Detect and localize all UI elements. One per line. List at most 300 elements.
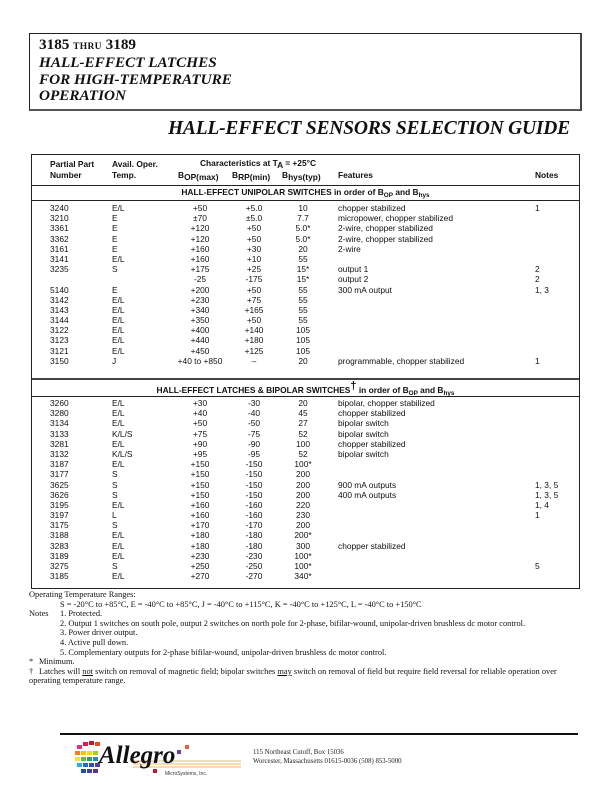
- cell-notes: 2: [535, 274, 540, 285]
- cell-features: 900 mA outputs: [338, 479, 397, 490]
- asterisk-text: Minimum.: [39, 657, 75, 667]
- cell-brp: -270: [245, 571, 263, 582]
- cell-notes: 1: [535, 510, 540, 521]
- header-part-2: Number: [50, 170, 82, 180]
- sec2-mid: and B: [417, 385, 444, 395]
- cell-features: chopper stabilized: [338, 203, 406, 213]
- cell-hys: 5.0*: [295, 223, 311, 234]
- table-row: [32, 315, 579, 325]
- cell-part: 5140: [50, 284, 69, 295]
- table-row: [32, 571, 579, 581]
- cell-part: 3143: [50, 304, 69, 315]
- cell-brp: -90: [247, 438, 261, 449]
- cell-bop: +150: [190, 479, 210, 490]
- table-row: [32, 541, 579, 551]
- header-part-1: Partial Part: [50, 159, 95, 169]
- cell-brp: +5.0: [245, 203, 263, 213]
- cell-bop: +340: [190, 304, 210, 315]
- dagger-c: switch on removal of field but require field reversal for reliable operation over operating temperature range.: [29, 666, 557, 686]
- part-to: 3189: [105, 36, 136, 53]
- cell-part: 3141: [50, 253, 69, 264]
- cell-brp: +165: [244, 304, 264, 315]
- cell-bop: +200: [190, 284, 210, 295]
- header-bop: [178, 170, 219, 180]
- cell-brp: -160: [245, 510, 263, 521]
- cell-hys: 200: [296, 469, 310, 480]
- cell-brp: -180: [245, 530, 263, 541]
- cell-brp: +30: [246, 243, 262, 254]
- cell-bop: +175: [190, 264, 210, 275]
- cell-temp: S: [112, 264, 118, 275]
- cell-hys: 55: [298, 315, 308, 326]
- cell-temp: E/L: [112, 418, 125, 429]
- bop-b: B: [178, 170, 185, 180]
- selection-table: [31, 154, 580, 589]
- cell-hys: 20: [298, 243, 308, 254]
- cell-bop: ±70: [193, 213, 207, 224]
- cell-part: 3161: [50, 243, 69, 254]
- cell-brp: -40: [247, 408, 261, 419]
- table-row: [32, 325, 579, 335]
- cell-hys: 100: [296, 438, 310, 449]
- cell-part: 3197: [50, 510, 69, 521]
- cell-part: 3142: [50, 294, 69, 305]
- table-row: [32, 234, 579, 244]
- bhys-b: B: [282, 170, 289, 180]
- thru-label: THRU: [73, 42, 102, 52]
- cell-part: 3361: [50, 223, 69, 234]
- cell-bop: +400: [190, 325, 210, 336]
- cell-hys: 105: [296, 345, 310, 356]
- cell-brp: +25: [246, 264, 262, 275]
- cell-features: chopper stabilized: [338, 540, 406, 551]
- cell-brp: -30: [247, 398, 261, 408]
- cell-temp: E/L: [112, 438, 125, 449]
- cell-hys: 220: [296, 499, 310, 510]
- header-temp-2: Temp.: [112, 170, 137, 180]
- table-row: [32, 305, 579, 315]
- cell-temp: L: [112, 510, 117, 521]
- cell-hys: 55: [298, 284, 308, 295]
- cell-part: 3275: [50, 561, 69, 571]
- cell-bop: +150: [190, 489, 210, 500]
- cell-bop: +160: [190, 499, 210, 510]
- cell-notes: 1: [535, 203, 540, 213]
- cell-brp: -250: [245, 561, 263, 571]
- note-5: 5. Complementary outputs for 2-phase bifilar-wound, unipolar-driven brushless dc motor control.: [60, 647, 387, 657]
- dagger-not: not: [82, 666, 93, 676]
- cell-features: programmable, chopper stabilized: [338, 355, 465, 366]
- cell-bop: -25: [193, 274, 207, 285]
- table-row: [32, 480, 579, 490]
- cell-brp: -95: [247, 448, 261, 459]
- bop-sub: OP(max): [184, 172, 219, 182]
- dagger-note: [29, 667, 589, 686]
- table-row: [32, 439, 579, 449]
- address-line-2: Worcester, Massachusetts 01615-0036 (508) 853-5000: [253, 758, 402, 765]
- table-row: [32, 356, 579, 366]
- cell-brp: -175: [245, 274, 263, 285]
- cell-temp: E/L: [112, 571, 125, 582]
- cell-bop: +40 to +850: [177, 355, 223, 366]
- cell-temp: E: [112, 223, 118, 234]
- cell-hys: 200: [296, 479, 310, 490]
- sec1-sub1: OP: [383, 192, 393, 199]
- cell-temp: E/L: [112, 345, 125, 356]
- sec1-title: HALL-EFFECT UNIPOLAR SWITCHES in order of B: [181, 187, 384, 197]
- cell-brp: +140: [244, 325, 264, 336]
- cell-features: output 2: [338, 274, 369, 285]
- latch-rows: [32, 398, 579, 581]
- title-box: [29, 33, 582, 111]
- table-row: [32, 398, 579, 408]
- sec2-tail: in order of B: [356, 385, 409, 395]
- cell-brp: +10: [246, 253, 262, 264]
- cell-part: 3240: [50, 203, 69, 213]
- cell-hys: 105: [296, 335, 310, 346]
- cell-part: 3235: [50, 264, 69, 275]
- cell-notes: 5: [535, 561, 540, 571]
- brp-b: B: [232, 170, 239, 180]
- table-row: [32, 429, 579, 439]
- cell-part: 3362: [50, 233, 69, 244]
- cell-bop: +450: [190, 345, 210, 356]
- cell-features: 2-wire, chopper stabilized: [338, 223, 433, 234]
- cell-features: output 1: [338, 264, 369, 275]
- cell-temp: K/L/S: [112, 448, 133, 459]
- cell-bop: +350: [190, 315, 210, 326]
- table-row: [32, 285, 579, 295]
- cell-features: chopper stabilized: [338, 408, 406, 419]
- cell-part: 3281: [50, 438, 69, 449]
- cell-hys: 100*: [294, 459, 312, 470]
- dagger-b: switch on removal of magnetic field; bipolar switches: [92, 666, 278, 676]
- cell-features: 2-wire, chopper stabilized: [338, 233, 433, 244]
- table-row: [32, 520, 579, 530]
- brp-sub: RP(min): [238, 172, 271, 182]
- cell-part: 3260: [50, 398, 69, 408]
- cell-part: 3187: [50, 459, 69, 470]
- cell-bop: +180: [190, 530, 210, 541]
- cell-hys: 200: [296, 520, 310, 531]
- cell-part: 3133: [50, 428, 69, 439]
- cell-hys: 45: [298, 408, 308, 419]
- address: [253, 748, 402, 766]
- note-1: 1. Protected.: [60, 609, 103, 619]
- header-temp-1: Avail. Oper.: [112, 159, 158, 169]
- cell-temp: E/L: [112, 304, 125, 315]
- cell-part: 3283: [50, 540, 69, 551]
- cell-part: 3177: [50, 469, 69, 480]
- header-brp: [232, 170, 270, 180]
- cell-hys: 340*: [294, 571, 312, 582]
- char-tail: = +25°C: [282, 158, 317, 168]
- cell-brp: -75: [247, 428, 261, 439]
- table-row: [32, 254, 579, 264]
- cell-bop: +120: [190, 223, 210, 234]
- cell-features: bipolar, chopper stabilized: [338, 398, 435, 408]
- cell-hys: 7.7: [297, 213, 309, 224]
- table-row: [32, 459, 579, 469]
- header-notes: Notes: [535, 170, 559, 180]
- cell-bop: +270: [190, 571, 210, 582]
- cell-part: 3175: [50, 520, 69, 531]
- cell-temp: E/L: [112, 203, 125, 213]
- cell-brp: -50: [247, 418, 261, 429]
- table-row: [32, 295, 579, 305]
- cell-part: 3121: [50, 345, 69, 356]
- cell-brp: +50: [246, 315, 262, 326]
- cell-hys: 105: [296, 325, 310, 336]
- sec1-mid: and B: [393, 187, 419, 197]
- cell-part: 3150: [50, 355, 69, 366]
- cell-brp: ±5.0: [245, 213, 263, 224]
- cell-bop: +50: [192, 203, 208, 213]
- table-row: [32, 500, 579, 510]
- cell-bop: +150: [190, 459, 210, 470]
- cell-temp: E: [112, 284, 118, 295]
- cell-temp: S: [112, 489, 118, 500]
- asterisk-mark: *: [29, 657, 34, 667]
- cell-temp: E/L: [112, 294, 125, 305]
- cell-features: micropower, chopper stabilized: [338, 213, 453, 224]
- table-row: [32, 418, 579, 428]
- cell-brp: +50: [246, 284, 262, 295]
- cell-temp: E/L: [112, 315, 125, 326]
- cell-part: 3195: [50, 499, 69, 510]
- cell-part: 3188: [50, 530, 69, 541]
- table-row: [32, 530, 579, 540]
- cell-part: 3123: [50, 335, 69, 346]
- cell-temp: S: [112, 479, 118, 490]
- section-latches-header: [32, 378, 579, 397]
- table-header: [32, 155, 579, 186]
- footnotes: [29, 590, 589, 686]
- cell-bop: +120: [190, 233, 210, 244]
- cell-bop: +170: [190, 520, 210, 531]
- note-4: 4. Active pull down.: [60, 637, 129, 647]
- table-row: [32, 223, 579, 233]
- cell-brp: -160: [245, 499, 263, 510]
- cell-brp: -180: [245, 540, 263, 551]
- cell-temp: E/L: [112, 408, 125, 419]
- cell-temp: S: [112, 561, 118, 571]
- sec2-sub2: hys: [443, 390, 455, 397]
- cell-hys: 15*: [296, 274, 310, 285]
- cell-hys: 200*: [294, 530, 312, 541]
- cell-bop: +75: [192, 428, 208, 439]
- cell-brp: -150: [245, 489, 263, 500]
- table-row: [32, 490, 579, 500]
- cell-hys: 27: [298, 418, 308, 429]
- table-row: [32, 264, 579, 274]
- cell-temp: E/L: [112, 530, 125, 541]
- sec1-sub2: hys: [418, 192, 430, 199]
- bhys-sub: hys(typ): [288, 172, 321, 182]
- cell-bop: +50: [192, 418, 208, 429]
- table-row: [32, 346, 579, 356]
- cell-brp: +75: [246, 294, 262, 305]
- char-sub: A: [277, 160, 283, 170]
- notes-label: Notes: [29, 609, 49, 619]
- cell-temp: E/L: [112, 253, 125, 264]
- sec2-title: HALL-EFFECT LATCHES & BIPOLAR SWITCHES: [156, 385, 351, 395]
- section-unipolar-header: [32, 185, 579, 201]
- cell-part: 3134: [50, 418, 69, 429]
- part-range: [39, 37, 571, 55]
- cell-brp: +125: [244, 345, 264, 356]
- cell-notes: 1, 3: [535, 284, 549, 295]
- table-row: [32, 408, 579, 418]
- asterisk-note: [29, 657, 589, 667]
- cell-hys: 52: [298, 428, 308, 439]
- cell-temp: E: [112, 213, 118, 224]
- cell-brp: -150: [245, 469, 263, 480]
- cell-hys: 55: [298, 304, 308, 315]
- cell-hys: 55: [298, 294, 308, 305]
- unipolar-rows: [32, 203, 579, 366]
- table-row: [32, 469, 579, 479]
- table-row: [32, 551, 579, 561]
- cell-temp: E/L: [112, 325, 125, 336]
- cell-hys: 55: [298, 253, 308, 264]
- cell-temp: E: [112, 243, 118, 254]
- cell-temp: J: [112, 355, 117, 366]
- part-from: 3185: [39, 36, 70, 53]
- cell-hys: 100*: [294, 550, 312, 561]
- cell-part: 3185: [50, 571, 69, 582]
- footer-rule: [60, 733, 578, 735]
- note-3: 3. Power driver output.: [60, 628, 138, 638]
- cell-temp: S: [112, 520, 118, 531]
- char-text: Characteristics at T: [200, 158, 278, 168]
- cell-brp: +50: [246, 223, 262, 234]
- cell-bop: +160: [190, 253, 210, 264]
- cell-part: 3626: [50, 489, 69, 500]
- cell-bop: +90: [192, 438, 208, 449]
- cell-bop: +180: [190, 540, 210, 551]
- cell-bop: +230: [190, 550, 210, 561]
- cell-features: bipolar switch: [338, 448, 389, 459]
- cell-part: 3122: [50, 325, 69, 336]
- cell-brp: -150: [245, 459, 263, 470]
- address-line-1: 115 Northeast Cutoff, Box 15036: [253, 749, 344, 756]
- cell-features: bipolar switch: [338, 428, 389, 439]
- logo-subtext: MicroSystems, Inc.: [165, 771, 208, 777]
- cell-hys: 300: [296, 540, 310, 551]
- cell-notes: 1, 4: [535, 499, 549, 510]
- cell-brp: -170: [245, 520, 263, 531]
- cell-temp: E/L: [112, 459, 125, 470]
- dagger-a: Latches will: [39, 666, 83, 676]
- logo-globe-icon: [73, 737, 243, 779]
- cell-hys: 5.0*: [295, 233, 311, 244]
- cell-brp: +50: [246, 233, 262, 244]
- temp-ranges-label: Operating Temperature Ranges:: [29, 590, 136, 599]
- sec2-sub1: OP: [408, 390, 418, 397]
- cell-features: 400 mA outputs: [338, 489, 397, 500]
- dagger-mark-note: †: [29, 666, 34, 676]
- cell-temp: E/L: [112, 550, 125, 561]
- cell-bop: +230: [190, 294, 210, 305]
- title-line-3: FOR HIGH-TEMPERATURE: [39, 70, 232, 88]
- cell-part: 3132: [50, 448, 69, 459]
- cell-part: 3210: [50, 213, 69, 224]
- logo-text: Allegro: [99, 742, 176, 769]
- cell-bop: +250: [190, 561, 210, 571]
- cell-bop: +30: [192, 398, 208, 408]
- cell-features: 2-wire: [338, 243, 361, 254]
- cell-hys: 230: [296, 510, 310, 521]
- cell-hys: 10: [298, 203, 308, 213]
- cell-part: 3144: [50, 315, 69, 326]
- cell-temp: E: [112, 233, 118, 244]
- notes-row: [29, 609, 589, 619]
- cell-features: 300 mA output: [338, 284, 393, 295]
- cell-notes: 1: [535, 355, 540, 366]
- cell-hys: 100*: [294, 561, 312, 571]
- cell-features: bipolar switch: [338, 418, 389, 429]
- table-row: [32, 244, 579, 254]
- cell-features: chopper stabilized: [338, 438, 406, 449]
- cell-bop: +95: [192, 448, 208, 459]
- allegro-logo: [73, 737, 243, 779]
- cell-bop: +40: [192, 408, 208, 419]
- cell-bop: +160: [190, 243, 210, 254]
- cell-temp: E/L: [112, 335, 125, 346]
- dagger-may: may: [277, 666, 292, 676]
- cell-hys: 20: [298, 355, 308, 366]
- dagger-mark: †: [350, 380, 357, 393]
- cell-bop: +150: [190, 469, 210, 480]
- cell-bop: +160: [190, 510, 210, 521]
- title-line-2: HALL-EFFECT LATCHES: [39, 54, 217, 72]
- cell-temp: E/L: [112, 499, 125, 510]
- table-row: [32, 449, 579, 459]
- cell-brp: +180: [244, 335, 264, 346]
- cell-brp: -230: [245, 550, 263, 561]
- table-row: [32, 213, 579, 223]
- cell-hys: 52: [298, 448, 308, 459]
- cell-temp: S: [112, 469, 118, 480]
- cell-part: 3189: [50, 550, 69, 561]
- cell-bop: +440: [190, 335, 210, 346]
- note-2: 2. Output 1 switches on south pole, output 2 switches on north pole for 2-phase, bifilar-wound, unipolar-driven brushless dc motor control.: [60, 618, 526, 628]
- header-characteristics: [200, 158, 316, 168]
- cell-temp: E/L: [112, 540, 125, 551]
- cell-brp: -150: [245, 479, 263, 490]
- cell-notes: 1, 3, 5: [535, 489, 559, 500]
- header-bhys: [282, 170, 321, 180]
- cell-temp: E/L: [112, 398, 125, 408]
- table-row: [32, 203, 579, 213]
- header-features: Features: [338, 170, 373, 180]
- cell-notes: 1, 3, 5: [535, 479, 559, 490]
- table-row: [32, 335, 579, 345]
- cell-hys: 20: [298, 398, 308, 408]
- table-row: [32, 510, 579, 520]
- guide-title: HALL-EFFECT SENSORS SELECTION GUIDE: [167, 118, 570, 139]
- cell-part: 3625: [50, 479, 69, 490]
- title-line-4: OPERATION: [39, 86, 126, 104]
- table-row: [32, 561, 579, 571]
- cell-hys: 200: [296, 489, 310, 500]
- cell-temp: K/L/S: [112, 428, 133, 439]
- cell-part: 3280: [50, 408, 69, 419]
- cell-hys: 15*: [296, 264, 310, 275]
- cell-brp: –: [251, 355, 257, 366]
- table-row: [32, 274, 579, 284]
